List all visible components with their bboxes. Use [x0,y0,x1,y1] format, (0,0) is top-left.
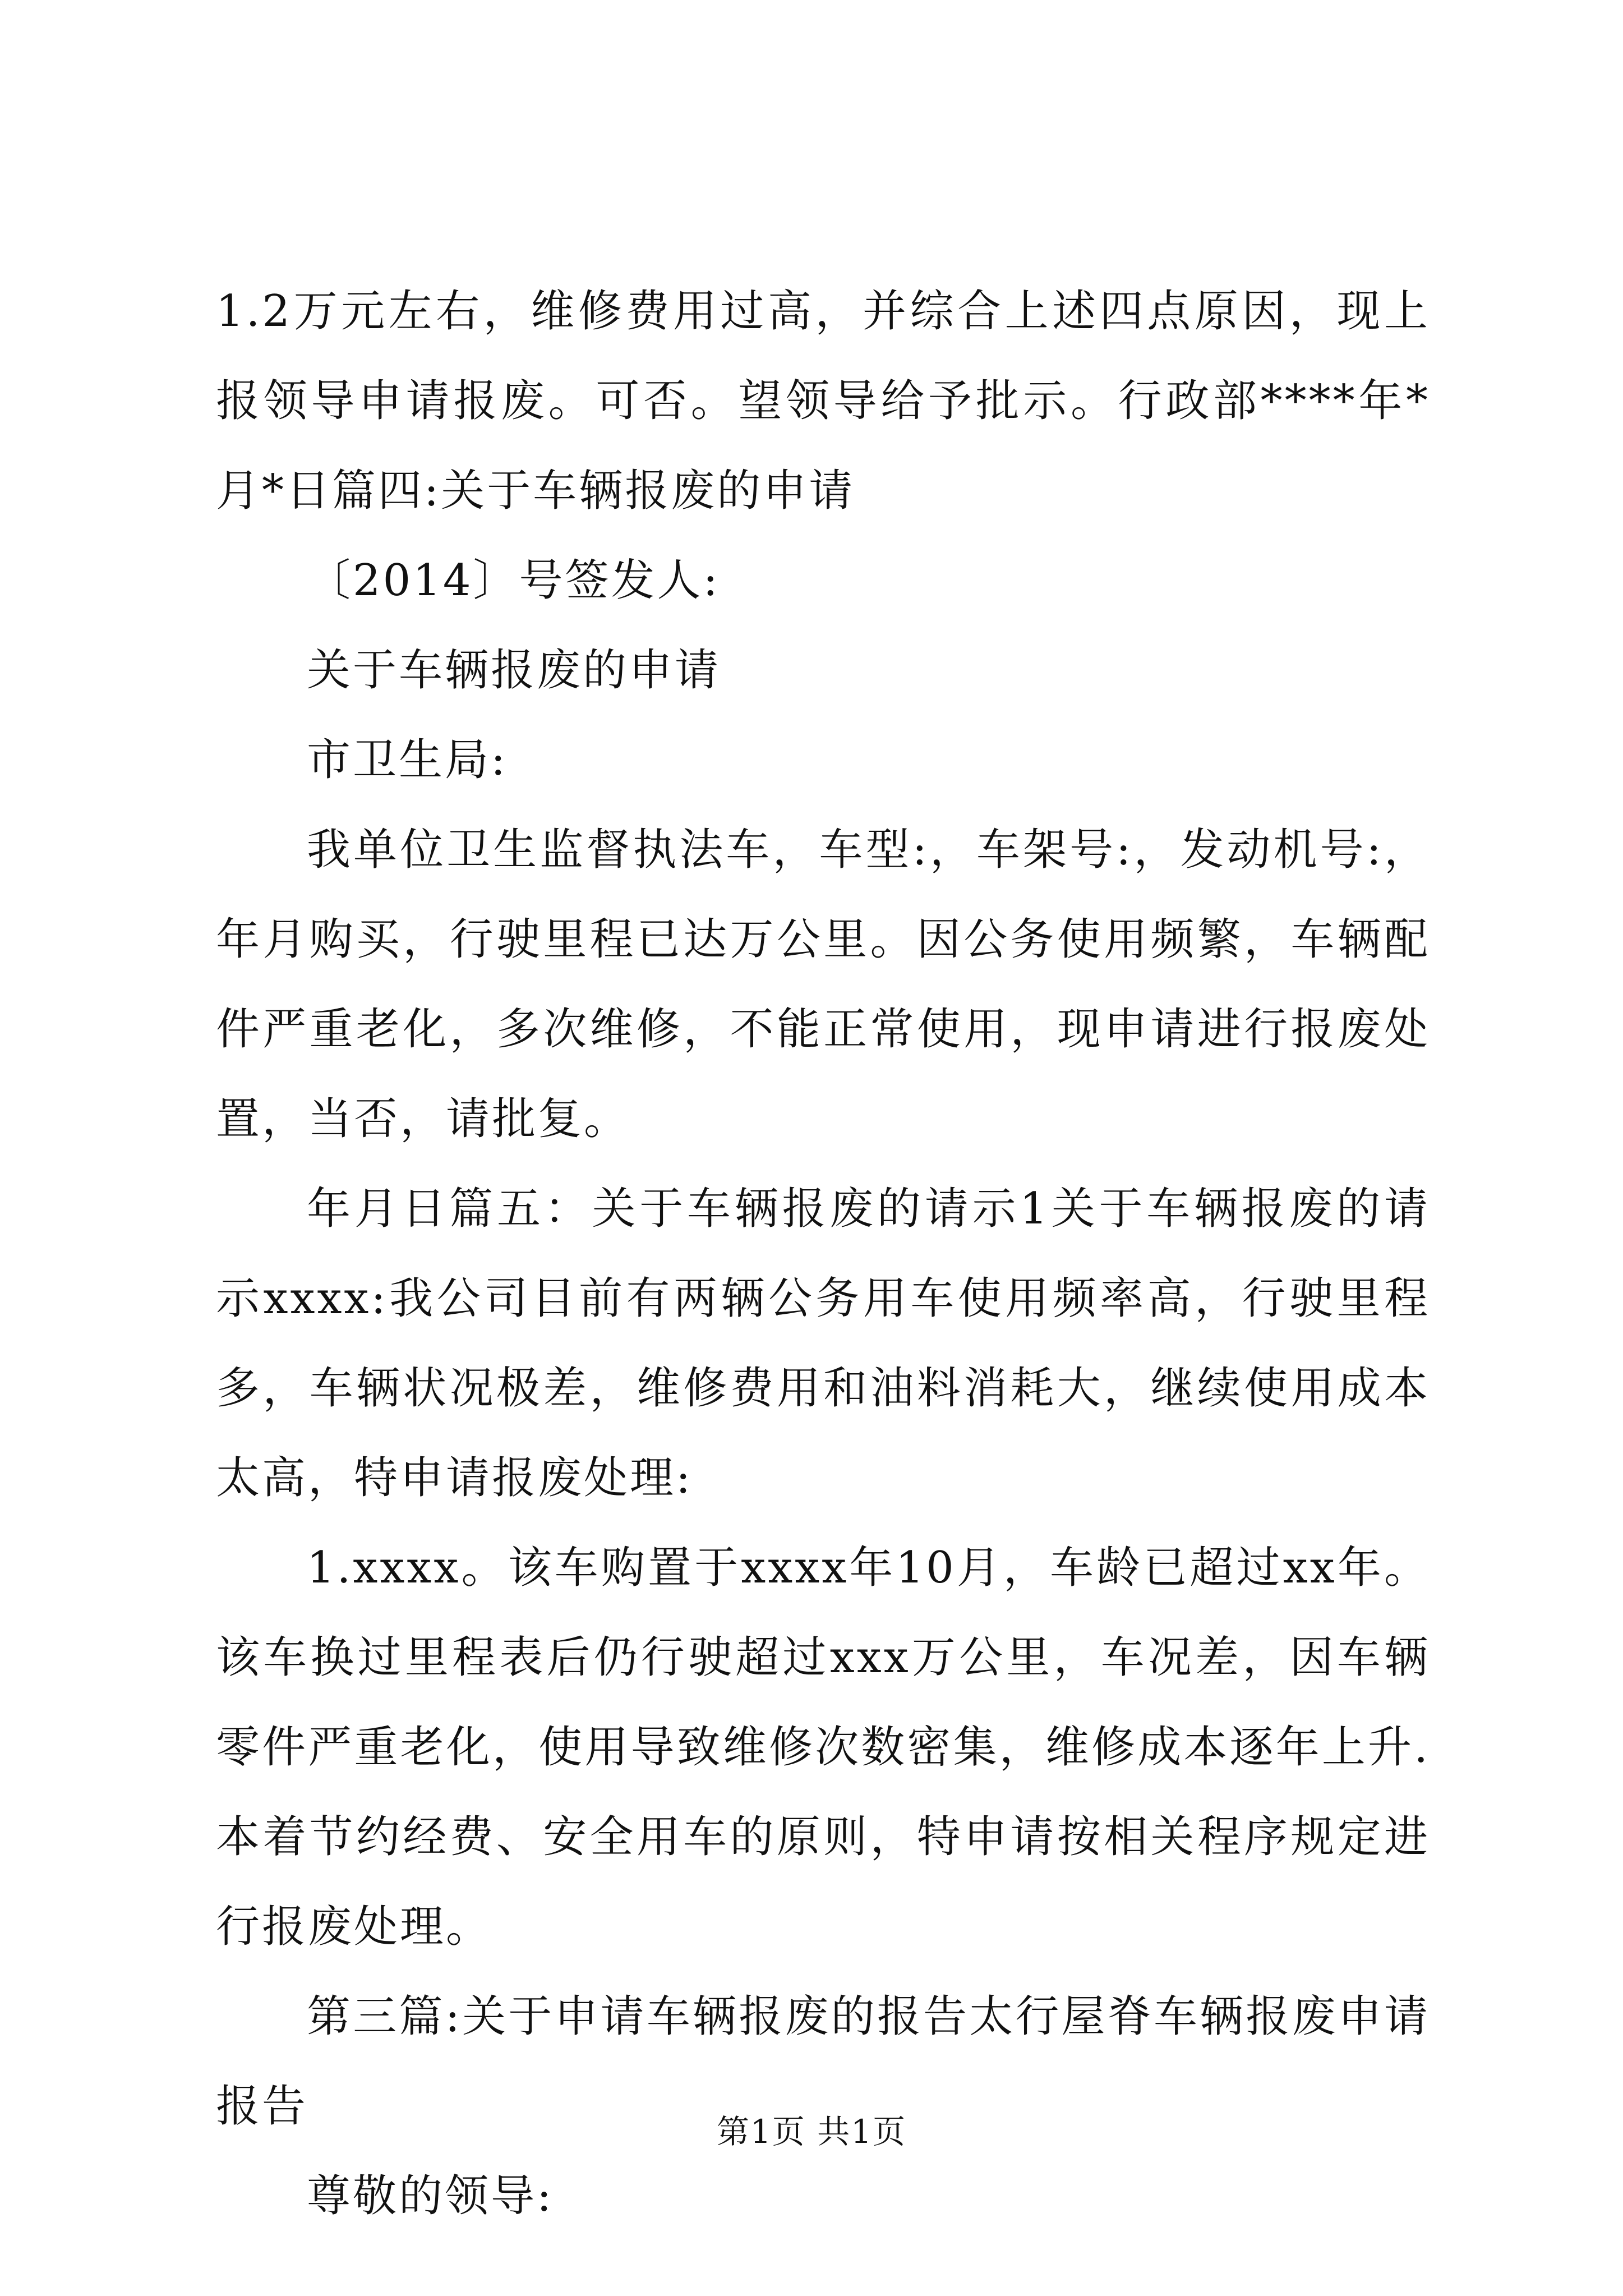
paragraph-4: 市卫生局: [307,735,508,785]
paragraph-6: 年月日篇五：关于车辆报废的请示1关于车辆报废的请示xxxx:我公司目前有两辆公务用车使用频率高，行驶里程多，车辆状况极差，维修费用和油料消耗大，继续使用成本太高，特申请报废处理: [216,1184,1430,1503]
paragraph-7: 1.xxxx。该车购置于xxxx年10月，车龄已超过xx年。该车换过里程表后仍行驶超过xxx万公里，车况差，因车辆零件严重老化，使用导致维修次数密集，维修成本逐年上升.本着节约经费、安全用车的原则，特申请按相关程序规定进行报废处理。 [216,1543,1430,1952]
document-body [216,266,1430,2241]
paragraph-2: 〔2014〕号签发人: [307,555,720,606]
paragraph-9: 尊敬的领导: [307,2171,554,2221]
paragraph-5: 我单位卫生监督执法车，车型:，车架号:，发动机号:，年月购买，行驶里程已达万公里。因公务使用频繁，车辆配件严重老化，多次维修，不能正常使用，现申请进行报废处置，当否，请批复。 [216,825,1430,1144]
paragraph-3: 关于车辆报废的申请 [307,645,721,696]
paragraph-1: 1.2万元左右，维修费用过高，并综合上述四点原因，现上报领导申请报废。可否。望领导给予批示。行政部****年*月*日篇四:关于车辆报废的申请 [216,286,1430,516]
paragraph-8: 第三篇:关于申请车辆报废的报告太行屋脊车辆报废申请报告 [216,1991,1430,2132]
page-footer: 第1页 共1页 [716,2113,907,2151]
